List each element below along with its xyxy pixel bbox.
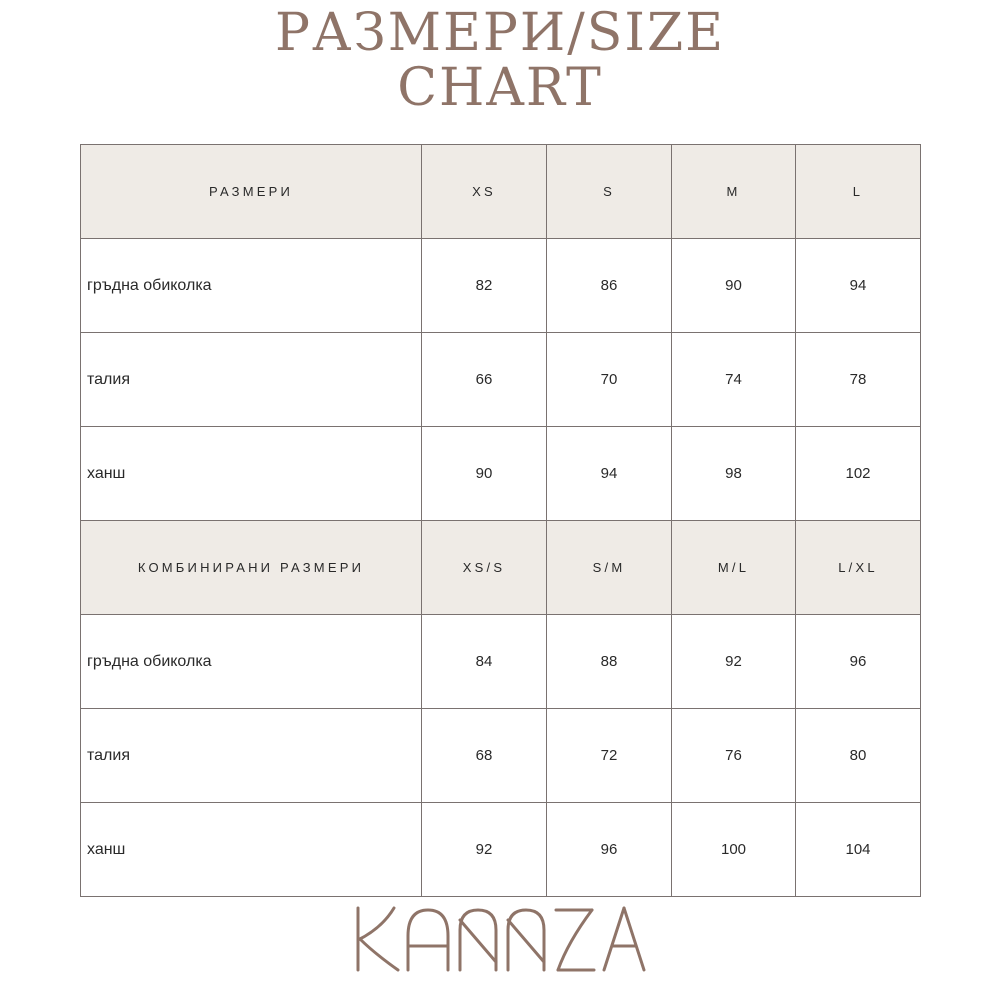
table-cell: 90 [422, 427, 547, 521]
table-cell: 68 [422, 709, 547, 803]
logo-letter-a-2 [604, 908, 644, 970]
table-cell: 86 [547, 239, 672, 333]
table-cell: 74 [672, 333, 796, 427]
table-cell: 104 [796, 803, 921, 897]
header-cell-l-xl: L/XL [796, 521, 921, 615]
table-cell: 70 [547, 333, 672, 427]
row-label: талия [81, 333, 422, 427]
logo-letter-a [408, 910, 448, 970]
table-cell: 82 [422, 239, 547, 333]
logo-letter-k [358, 908, 398, 970]
table-cell: 102 [796, 427, 921, 521]
table-row-hips [81, 427, 921, 521]
header-cell-xs: XS [422, 145, 547, 239]
header-cell-m: M [672, 145, 796, 239]
table-cell: 72 [547, 709, 672, 803]
header-cell-s: S [547, 145, 672, 239]
table-cell: 90 [672, 239, 796, 333]
row-label: ханш [81, 427, 422, 521]
table-cell: 66 [422, 333, 547, 427]
table-cell: 80 [796, 709, 921, 803]
header-cell-m-l: M/L [672, 521, 796, 615]
table-cell: 78 [796, 333, 921, 427]
table-row-chest-combined [81, 615, 921, 709]
table-row-waist-combined [81, 709, 921, 803]
row-label: гръдна обиколка [81, 615, 422, 709]
table-cell: 100 [672, 803, 796, 897]
table-cell: 98 [672, 427, 796, 521]
header-cell-s-m: S/M [547, 521, 672, 615]
row-label: гръдна обиколка [81, 239, 422, 333]
title-line-2: CHART [397, 58, 603, 118]
title-line-1: РАЗМЕРИ/SIZE [274, 3, 726, 63]
logo-letter-n-2 [508, 910, 544, 970]
sizes-header-row [81, 145, 921, 239]
page-title [0, 3, 1000, 118]
table-row-chest [81, 239, 921, 333]
table-cell: 96 [547, 803, 672, 897]
table-cell: 96 [796, 615, 921, 709]
header-cell-sizes: РАЗМЕРИ [81, 145, 422, 239]
table-cell: 92 [422, 803, 547, 897]
row-label: талия [81, 709, 422, 803]
table-cell: 92 [672, 615, 796, 709]
table-row-waist [81, 333, 921, 427]
table-cell: 76 [672, 709, 796, 803]
header-cell-combined-sizes: КОМБИНИРАНИ РАЗМЕРИ [81, 521, 422, 615]
logo-letter-z [556, 910, 594, 970]
row-label: ханш [81, 803, 422, 897]
table-cell: 88 [547, 615, 672, 709]
size-chart-table [80, 144, 921, 897]
table-row-hips-combined [81, 803, 921, 897]
logo-letter-n-1 [460, 910, 496, 970]
combined-sizes-header-row [81, 521, 921, 615]
table-cell: 94 [796, 239, 921, 333]
brand-logo [300, 898, 700, 978]
header-cell-l: L [796, 145, 921, 239]
table-cell: 84 [422, 615, 547, 709]
header-cell-xs-s: XS/S [422, 521, 547, 615]
table-cell: 94 [547, 427, 672, 521]
